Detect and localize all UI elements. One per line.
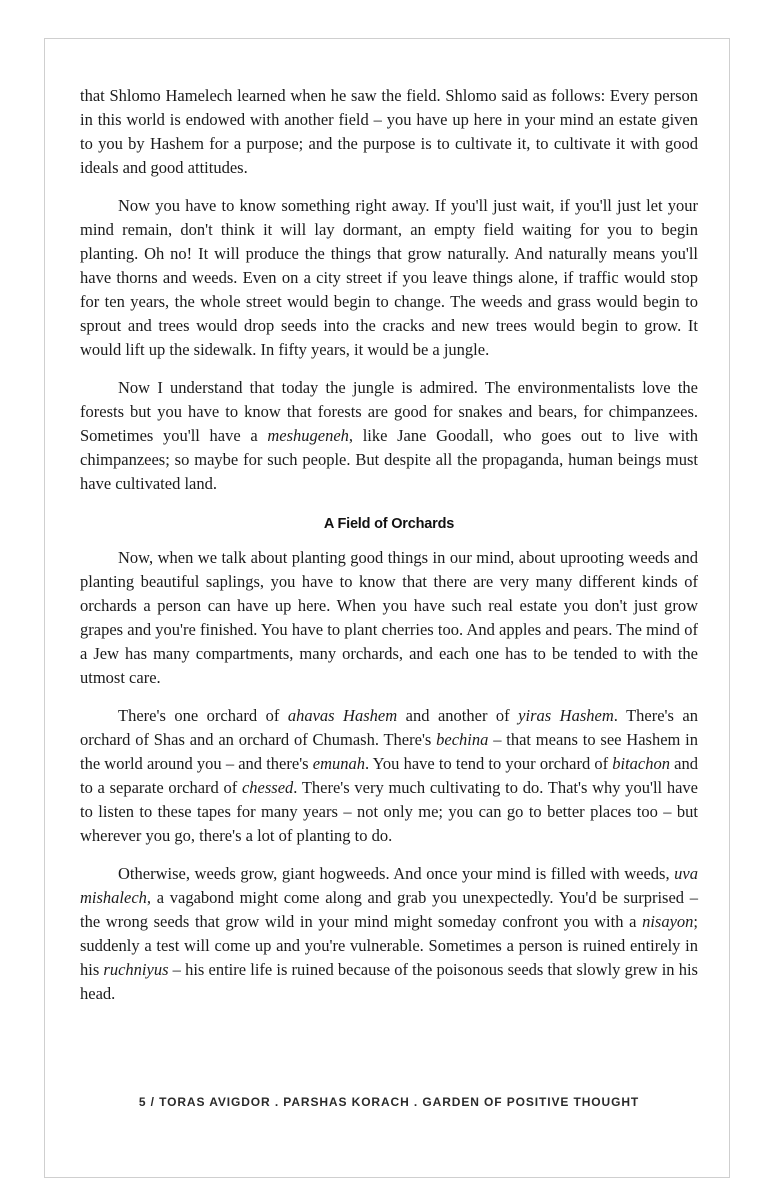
paragraph: Now you have to know something right away. If you'll just wait, if you'll just let your mind remain, don't think it will lay dormant, an empty field waiting for you to begin planting. Oh no! It will produce the things that grow naturally. And naturally means you'll have thorns and weeds. Even on a city street if you leave things alone, if traffic would stop for ten years, the whole street would begin to change. The weeds and grass would begin to sprout and trees would drop seeds into the cracks and new trees would begin to grow. It would lift up the sidewalk. In fifty years, it would be a jungle. [80,196,698,359]
section-subheading: A Field of Orchards [323,516,455,532]
paragraph: Now, when we talk about planting good things in our mind, about uprooting weeds and planting beautiful saplings, you have to know that there are very many different kinds of orchards a person can have up here. When you have such real estate you don't just grow grapes and you're finished. You have to plant cherries too. And apples and pears. The mind of a Jew has many compartments, many orchards, and each one has to be tended to with the utmost care. [80,548,698,687]
page-footer: 5 / TORAS AVIGDOR . PARSHAS KORACH . GARDEN OF POSITIVE THOUGHT [138,1095,640,1109]
paragraph: Otherwise, weeds grow, giant hogweeds. And once your mind is filled with weeds, uva mishalech, a vagabond might come along and grab you unexpectedly. You'd be surprised – the wrong seeds that grow wild in your mind might someday confront you with a nisayon; suddenly a test will come up and you're vulnerable. Sometimes a person is ruined entirely in his ruchniyus – his entire life is ruined because of the poisonous seeds that slowly grew in his head. [80,864,698,1003]
paragraph: that Shlomo Hamelech learned when he saw the field. Shlomo said as follows: Every person in this world is endowed with another field – you have up here in your mind an estate given to you by Hashem for a purpose; and the purpose is to cultivate it, to cultivate it with good ideals and good attitudes. [80,86,698,177]
paragraph: There's one orchard of ahavas Hashem and another of yiras Hashem. There's an orchard of Shas and an orchard of Chumash. There's bechina – that means to see Hashem in the world around you – and there's emunah. You have to tend to your orchard of bitachon and to a separate orchard of chessed. There's very much cultivating to do. That's why you'll have to listen to these tapes for many years – not only me; you can go to better places too – but wherever you go, there's a lot of planting to do. [80,706,699,845]
document-page [44,38,730,1178]
paragraph: Now I understand that today the jungle is admired. The environmentalists love the forests but you have to know that forests are good for snakes and bears, for chimpanzees. Sometimes you'll have a meshugeneh, like Jane Goodall, who goes out to live with chimpanzees; so maybe for such people. But despite all the propaganda, human beings must have cultivated land. [80,378,698,493]
page-body [80,84,698,1020]
